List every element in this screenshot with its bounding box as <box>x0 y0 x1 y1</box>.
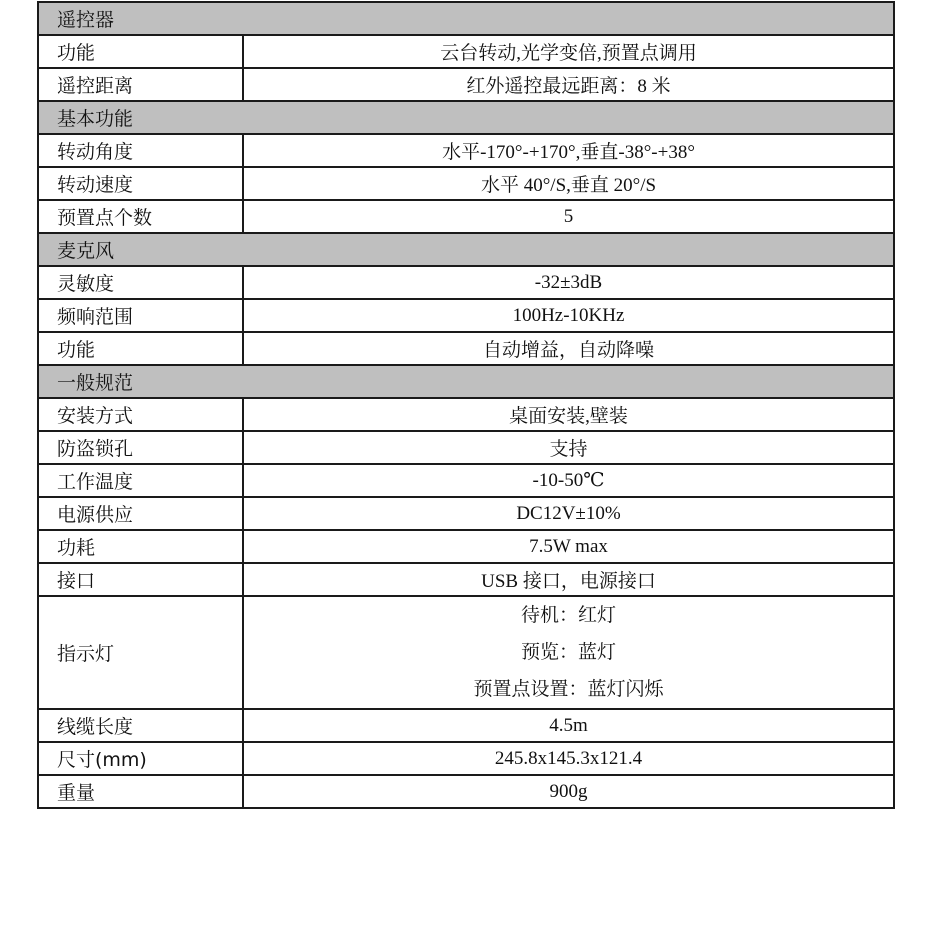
spec-label: 电源供应 <box>38 497 243 530</box>
spec-row <box>38 709 894 742</box>
spec-row <box>38 332 894 365</box>
indicator-line: 预览：蓝灯 <box>521 642 617 663</box>
section-header-row <box>38 2 894 35</box>
section-title: 麦克风 <box>38 233 894 266</box>
indicator-line: 预置点设置：蓝灯闪烁 <box>473 679 664 700</box>
spec-row <box>38 68 894 101</box>
spec-label: 线缆长度 <box>38 709 243 742</box>
spec-label: 灵敏度 <box>38 266 243 299</box>
spec-row <box>38 464 894 497</box>
section-title: 一般规范 <box>38 365 894 398</box>
spec-row <box>38 266 894 299</box>
indicator-values <box>243 596 894 709</box>
spec-table-body <box>38 2 894 808</box>
spec-label: 工作温度 <box>38 464 243 497</box>
indicator-label: 指示灯 <box>38 596 243 709</box>
spec-label: 转动角度 <box>38 134 243 167</box>
section-header-row <box>38 233 894 266</box>
spec-value: 5 <box>243 200 894 233</box>
spec-value: 4.5m <box>243 709 894 742</box>
spec-label: 功能 <box>38 332 243 365</box>
spec-value: 自动增益，自动降噪 <box>243 332 894 365</box>
spec-label: 功耗 <box>38 530 243 563</box>
spec-value: 桌面安装,壁装 <box>243 398 894 431</box>
spec-value: 水平-170°-+170°,垂直-38°-+38° <box>243 134 894 167</box>
spec-label: 重量 <box>38 775 243 808</box>
spec-label: 安装方式 <box>38 398 243 431</box>
spec-value: 云台转动,光学变倍,预置点调用 <box>243 35 894 68</box>
spec-value: -32±3dB <box>243 266 894 299</box>
spec-label: 遥控距离 <box>38 68 243 101</box>
spec-label: 接口 <box>38 563 243 596</box>
spec-label: 功能 <box>38 35 243 68</box>
spec-label: 转动速度 <box>38 167 243 200</box>
indicator-line: 待机：红灯 <box>521 605 617 626</box>
section-header-row <box>38 101 894 134</box>
spec-value: 7.5W max <box>243 530 894 563</box>
spec-row <box>38 200 894 233</box>
spec-label: 频响范围 <box>38 299 243 332</box>
spec-value: DC12V±10% <box>243 497 894 530</box>
spec-row <box>38 134 894 167</box>
section-header-row <box>38 365 894 398</box>
spec-label: 防盗锁孔 <box>38 431 243 464</box>
spec-label: 预置点个数 <box>38 200 243 233</box>
spec-row <box>38 398 894 431</box>
spec-value: 支持 <box>243 431 894 464</box>
spec-value: -10-50℃ <box>243 464 894 497</box>
spec-row <box>38 35 894 68</box>
section-title: 基本功能 <box>38 101 894 134</box>
spec-value: 245.8x145.3x121.4 <box>243 742 894 775</box>
spec-label: 尺寸(mm) <box>38 742 243 775</box>
spec-table <box>37 1 895 809</box>
spec-row <box>38 563 894 596</box>
spec-row <box>38 431 894 464</box>
spec-value: 100Hz-10KHz <box>243 299 894 332</box>
spec-row <box>38 530 894 563</box>
spec-value: 水平 40°/S,垂直 20°/S <box>243 167 894 200</box>
spec-value: 红外遥控最远距离：8 米 <box>243 68 894 101</box>
spec-row <box>38 775 894 808</box>
indicator-row <box>38 596 894 709</box>
spec-row <box>38 299 894 332</box>
spec-value: USB 接口，电源接口 <box>243 563 894 596</box>
spec-row <box>38 167 894 200</box>
spec-value: 900g <box>243 775 894 808</box>
section-title: 遥控器 <box>38 2 894 35</box>
spec-row <box>38 497 894 530</box>
spec-row <box>38 742 894 775</box>
